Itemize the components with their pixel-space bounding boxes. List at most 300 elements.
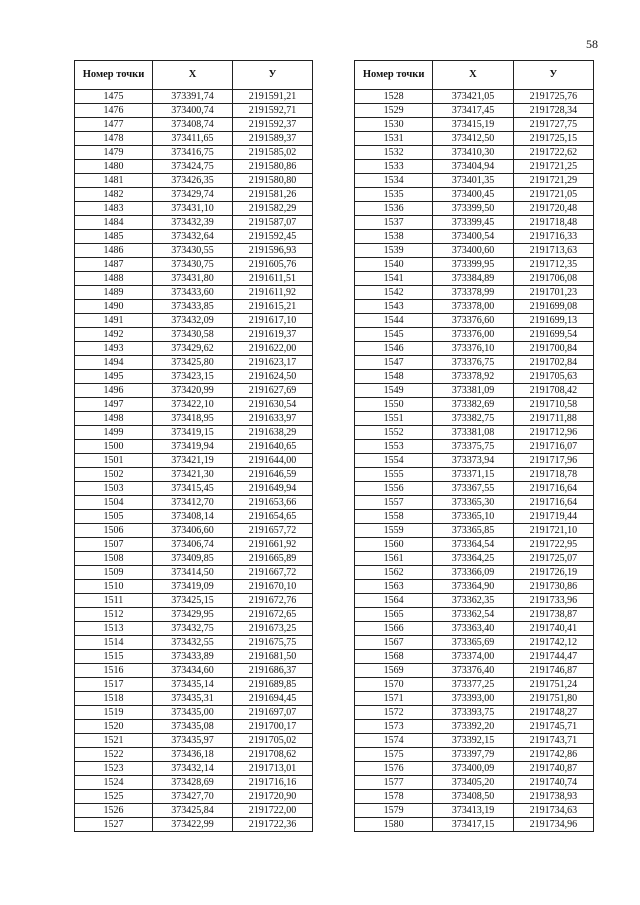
y-coordinate-cell: 2191633,97 bbox=[233, 412, 313, 426]
x-coordinate-cell: 373401,35 bbox=[433, 174, 513, 188]
table-row bbox=[355, 650, 594, 664]
point-number-cell: 1537 bbox=[355, 216, 433, 230]
y-coordinate-cell: 2191742,12 bbox=[513, 636, 593, 650]
table-row bbox=[75, 244, 313, 258]
y-coordinate-cell: 2191716,64 bbox=[513, 496, 593, 510]
table-row bbox=[75, 496, 313, 510]
y-coordinate-cell: 2191587,07 bbox=[233, 216, 313, 230]
table-row bbox=[355, 118, 594, 132]
point-number-cell: 1549 bbox=[355, 384, 433, 398]
x-coordinate-cell: 373419,94 bbox=[153, 440, 233, 454]
y-coordinate-cell: 2191686,37 bbox=[233, 664, 313, 678]
y-coordinate-cell: 2191681,50 bbox=[233, 650, 313, 664]
y-coordinate-cell: 2191718,48 bbox=[513, 216, 593, 230]
y-coordinate-cell: 2191716,33 bbox=[513, 230, 593, 244]
y-coordinate-cell: 2191670,10 bbox=[233, 580, 313, 594]
point-number-cell: 1509 bbox=[75, 566, 153, 580]
y-coordinate-cell: 2191725,07 bbox=[513, 552, 593, 566]
table-row bbox=[75, 692, 313, 706]
x-coordinate-cell: 373376,40 bbox=[433, 664, 513, 678]
table-row bbox=[355, 566, 594, 580]
point-number-cell: 1481 bbox=[75, 174, 153, 188]
x-coordinate-cell: 373406,74 bbox=[153, 538, 233, 552]
point-number-cell: 1565 bbox=[355, 608, 433, 622]
table-row bbox=[355, 356, 594, 370]
y-coordinate-cell: 2191657,72 bbox=[233, 524, 313, 538]
x-coordinate-cell: 373432,09 bbox=[153, 314, 233, 328]
point-number-cell: 1504 bbox=[75, 496, 153, 510]
point-number-cell: 1545 bbox=[355, 328, 433, 342]
coordinates-table-left bbox=[74, 60, 313, 832]
y-coordinate-cell: 2191701,23 bbox=[513, 286, 593, 300]
x-coordinate-cell: 373421,19 bbox=[153, 454, 233, 468]
table-row bbox=[75, 636, 313, 650]
y-coordinate-cell: 2191738,93 bbox=[513, 790, 593, 804]
y-coordinate-cell: 2191622,00 bbox=[233, 342, 313, 356]
point-number-cell: 1515 bbox=[75, 650, 153, 664]
point-number-cell: 1530 bbox=[355, 118, 433, 132]
table-row bbox=[355, 580, 594, 594]
header-point-number: Номер точки bbox=[355, 61, 433, 90]
point-number-cell: 1554 bbox=[355, 454, 433, 468]
point-number-cell: 1575 bbox=[355, 748, 433, 762]
table-row bbox=[355, 748, 594, 762]
point-number-cell: 1548 bbox=[355, 370, 433, 384]
y-coordinate-cell: 2191728,34 bbox=[513, 104, 593, 118]
y-coordinate-cell: 2191623,17 bbox=[233, 356, 313, 370]
header-point-number: Номер точки bbox=[75, 61, 153, 90]
point-number-cell: 1483 bbox=[75, 202, 153, 216]
y-coordinate-cell: 2191717,96 bbox=[513, 454, 593, 468]
table-row bbox=[75, 258, 313, 272]
header-y: У bbox=[513, 61, 593, 90]
point-number-cell: 1538 bbox=[355, 230, 433, 244]
x-coordinate-cell: 373384,89 bbox=[433, 272, 513, 286]
point-number-cell: 1489 bbox=[75, 286, 153, 300]
x-coordinate-cell: 373417,45 bbox=[433, 104, 513, 118]
point-number-cell: 1499 bbox=[75, 426, 153, 440]
point-number-cell: 1480 bbox=[75, 160, 153, 174]
y-coordinate-cell: 2191611,51 bbox=[233, 272, 313, 286]
y-coordinate-cell: 2191713,01 bbox=[233, 762, 313, 776]
y-coordinate-cell: 2191722,36 bbox=[233, 818, 313, 832]
y-coordinate-cell: 2191751,80 bbox=[513, 692, 593, 706]
y-coordinate-cell: 2191748,27 bbox=[513, 706, 593, 720]
table-row bbox=[75, 328, 313, 342]
point-number-cell: 1571 bbox=[355, 692, 433, 706]
point-number-cell: 1529 bbox=[355, 104, 433, 118]
point-number-cell: 1511 bbox=[75, 594, 153, 608]
point-number-cell: 1486 bbox=[75, 244, 153, 258]
point-number-cell: 1552 bbox=[355, 426, 433, 440]
y-coordinate-cell: 2191675,75 bbox=[233, 636, 313, 650]
point-number-cell: 1496 bbox=[75, 384, 153, 398]
table-row bbox=[355, 454, 594, 468]
table-row bbox=[355, 482, 594, 496]
x-coordinate-cell: 373409,85 bbox=[153, 552, 233, 566]
table-row bbox=[75, 804, 313, 818]
point-number-cell: 1505 bbox=[75, 510, 153, 524]
y-coordinate-cell: 2191705,63 bbox=[513, 370, 593, 384]
y-coordinate-cell: 2191746,87 bbox=[513, 664, 593, 678]
point-number-cell: 1491 bbox=[75, 314, 153, 328]
x-coordinate-cell: 373393,75 bbox=[433, 706, 513, 720]
table-row bbox=[75, 398, 313, 412]
x-coordinate-cell: 373432,64 bbox=[153, 230, 233, 244]
point-number-cell: 1543 bbox=[355, 300, 433, 314]
point-number-cell: 1531 bbox=[355, 132, 433, 146]
x-coordinate-cell: 373400,74 bbox=[153, 104, 233, 118]
x-coordinate-cell: 373365,30 bbox=[433, 496, 513, 510]
table-row bbox=[355, 216, 594, 230]
table-row bbox=[75, 776, 313, 790]
x-coordinate-cell: 373431,10 bbox=[153, 202, 233, 216]
x-coordinate-cell: 373400,54 bbox=[433, 230, 513, 244]
point-number-cell: 1566 bbox=[355, 622, 433, 636]
y-coordinate-cell: 2191720,48 bbox=[513, 202, 593, 216]
point-number-cell: 1484 bbox=[75, 216, 153, 230]
point-number-cell: 1479 bbox=[75, 146, 153, 160]
x-coordinate-cell: 373433,89 bbox=[153, 650, 233, 664]
table-row bbox=[75, 286, 313, 300]
point-number-cell: 1520 bbox=[75, 720, 153, 734]
x-coordinate-cell: 373433,85 bbox=[153, 300, 233, 314]
table-row bbox=[355, 300, 594, 314]
point-number-cell: 1477 bbox=[75, 118, 153, 132]
x-coordinate-cell: 373432,39 bbox=[153, 216, 233, 230]
y-coordinate-cell: 2191667,72 bbox=[233, 566, 313, 580]
table-row bbox=[355, 104, 594, 118]
point-number-cell: 1492 bbox=[75, 328, 153, 342]
table-row bbox=[355, 328, 594, 342]
x-coordinate-cell: 373432,55 bbox=[153, 636, 233, 650]
point-number-cell: 1550 bbox=[355, 398, 433, 412]
y-coordinate-cell: 2191740,87 bbox=[513, 762, 593, 776]
y-coordinate-cell: 2191627,69 bbox=[233, 384, 313, 398]
point-number-cell: 1542 bbox=[355, 286, 433, 300]
point-number-cell: 1514 bbox=[75, 636, 153, 650]
table-row bbox=[75, 594, 313, 608]
x-coordinate-cell: 373430,75 bbox=[153, 258, 233, 272]
y-coordinate-cell: 2191653,66 bbox=[233, 496, 313, 510]
point-number-cell: 1523 bbox=[75, 762, 153, 776]
y-coordinate-cell: 2191711,88 bbox=[513, 412, 593, 426]
point-number-cell: 1476 bbox=[75, 104, 153, 118]
point-number-cell: 1562 bbox=[355, 566, 433, 580]
y-coordinate-cell: 2191716,07 bbox=[513, 440, 593, 454]
x-coordinate-cell: 373429,62 bbox=[153, 342, 233, 356]
x-coordinate-cell: 373406,60 bbox=[153, 524, 233, 538]
point-number-cell: 1535 bbox=[355, 188, 433, 202]
y-coordinate-cell: 2191661,92 bbox=[233, 538, 313, 552]
point-number-cell: 1498 bbox=[75, 412, 153, 426]
table-row bbox=[75, 174, 313, 188]
table-row bbox=[75, 118, 313, 132]
x-coordinate-cell: 373431,80 bbox=[153, 272, 233, 286]
point-number-cell: 1527 bbox=[75, 818, 153, 832]
point-number-cell: 1570 bbox=[355, 678, 433, 692]
y-coordinate-cell: 2191596,93 bbox=[233, 244, 313, 258]
y-coordinate-cell: 2191585,02 bbox=[233, 146, 313, 160]
table-row bbox=[355, 202, 594, 216]
y-coordinate-cell: 2191617,10 bbox=[233, 314, 313, 328]
y-coordinate-cell: 2191672,76 bbox=[233, 594, 313, 608]
y-coordinate-cell: 2191702,84 bbox=[513, 356, 593, 370]
y-coordinate-cell: 2191726,19 bbox=[513, 566, 593, 580]
x-coordinate-cell: 373411,65 bbox=[153, 132, 233, 146]
point-number-cell: 1553 bbox=[355, 440, 433, 454]
table-row bbox=[75, 650, 313, 664]
table-row bbox=[355, 132, 594, 146]
point-number-cell: 1488 bbox=[75, 272, 153, 286]
y-coordinate-cell: 2191730,86 bbox=[513, 580, 593, 594]
y-coordinate-cell: 2191734,63 bbox=[513, 804, 593, 818]
x-coordinate-cell: 373391,74 bbox=[153, 90, 233, 104]
y-coordinate-cell: 2191589,37 bbox=[233, 132, 313, 146]
table-row bbox=[355, 538, 594, 552]
x-coordinate-cell: 373430,55 bbox=[153, 244, 233, 258]
x-coordinate-cell: 373422,10 bbox=[153, 398, 233, 412]
x-coordinate-cell: 373435,31 bbox=[153, 692, 233, 706]
point-number-cell: 1564 bbox=[355, 594, 433, 608]
x-coordinate-cell: 373381,08 bbox=[433, 426, 513, 440]
table-row bbox=[355, 286, 594, 300]
point-number-cell: 1541 bbox=[355, 272, 433, 286]
x-coordinate-cell: 373415,45 bbox=[153, 482, 233, 496]
x-coordinate-cell: 373415,19 bbox=[433, 118, 513, 132]
point-number-cell: 1559 bbox=[355, 524, 433, 538]
y-coordinate-cell: 2191713,63 bbox=[513, 244, 593, 258]
y-coordinate-cell: 2191700,17 bbox=[233, 720, 313, 734]
table-row bbox=[75, 720, 313, 734]
x-coordinate-cell: 373429,95 bbox=[153, 608, 233, 622]
table-row bbox=[355, 622, 594, 636]
table-row bbox=[75, 818, 313, 832]
table-row bbox=[75, 552, 313, 566]
y-coordinate-cell: 2191580,80 bbox=[233, 174, 313, 188]
x-coordinate-cell: 373436,18 bbox=[153, 748, 233, 762]
point-number-cell: 1540 bbox=[355, 258, 433, 272]
y-coordinate-cell: 2191605,76 bbox=[233, 258, 313, 272]
table-row bbox=[75, 216, 313, 230]
y-coordinate-cell: 2191734,96 bbox=[513, 818, 593, 832]
point-number-cell: 1569 bbox=[355, 664, 433, 678]
point-number-cell: 1478 bbox=[75, 132, 153, 146]
point-number-cell: 1573 bbox=[355, 720, 433, 734]
table-row bbox=[355, 496, 594, 510]
y-coordinate-cell: 2191722,95 bbox=[513, 538, 593, 552]
point-number-cell: 1563 bbox=[355, 580, 433, 594]
table-row bbox=[355, 146, 594, 160]
x-coordinate-cell: 373434,60 bbox=[153, 664, 233, 678]
x-coordinate-cell: 373364,25 bbox=[433, 552, 513, 566]
x-coordinate-cell: 373377,25 bbox=[433, 678, 513, 692]
x-coordinate-cell: 373414,50 bbox=[153, 566, 233, 580]
table-row bbox=[75, 790, 313, 804]
point-number-cell: 1494 bbox=[75, 356, 153, 370]
table-row bbox=[75, 202, 313, 216]
table-row bbox=[355, 468, 594, 482]
y-coordinate-cell: 2191720,90 bbox=[233, 790, 313, 804]
y-coordinate-cell: 2191624,50 bbox=[233, 370, 313, 384]
table-row bbox=[75, 314, 313, 328]
x-coordinate-cell: 373382,69 bbox=[433, 398, 513, 412]
y-coordinate-cell: 2191712,35 bbox=[513, 258, 593, 272]
point-number-cell: 1510 bbox=[75, 580, 153, 594]
point-number-cell: 1497 bbox=[75, 398, 153, 412]
x-coordinate-cell: 373376,60 bbox=[433, 314, 513, 328]
point-number-cell: 1558 bbox=[355, 510, 433, 524]
point-number-cell: 1574 bbox=[355, 734, 433, 748]
x-coordinate-cell: 373412,70 bbox=[153, 496, 233, 510]
x-coordinate-cell: 373433,60 bbox=[153, 286, 233, 300]
table-row bbox=[75, 160, 313, 174]
x-coordinate-cell: 373371,15 bbox=[433, 468, 513, 482]
table-row bbox=[75, 538, 313, 552]
point-number-cell: 1500 bbox=[75, 440, 153, 454]
header-x: X bbox=[433, 61, 513, 90]
point-number-cell: 1519 bbox=[75, 706, 153, 720]
y-coordinate-cell: 2191716,64 bbox=[513, 482, 593, 496]
x-coordinate-cell: 373428,69 bbox=[153, 776, 233, 790]
x-coordinate-cell: 373418,95 bbox=[153, 412, 233, 426]
table-row bbox=[355, 230, 594, 244]
x-coordinate-cell: 373421,30 bbox=[153, 468, 233, 482]
x-coordinate-cell: 373378,00 bbox=[433, 300, 513, 314]
x-coordinate-cell: 373435,97 bbox=[153, 734, 233, 748]
table-row bbox=[355, 272, 594, 286]
table-row bbox=[75, 272, 313, 286]
x-coordinate-cell: 373424,75 bbox=[153, 160, 233, 174]
table-row bbox=[355, 440, 594, 454]
point-number-cell: 1577 bbox=[355, 776, 433, 790]
point-number-cell: 1517 bbox=[75, 678, 153, 692]
x-coordinate-cell: 373420,99 bbox=[153, 384, 233, 398]
point-number-cell: 1506 bbox=[75, 524, 153, 538]
table-row bbox=[75, 706, 313, 720]
x-coordinate-cell: 373400,09 bbox=[433, 762, 513, 776]
y-coordinate-cell: 2191725,15 bbox=[513, 132, 593, 146]
y-coordinate-cell: 2191700,84 bbox=[513, 342, 593, 356]
y-coordinate-cell: 2191708,62 bbox=[233, 748, 313, 762]
x-coordinate-cell: 373410,30 bbox=[433, 146, 513, 160]
table-row bbox=[75, 104, 313, 118]
table-row bbox=[355, 678, 594, 692]
y-coordinate-cell: 2191727,75 bbox=[513, 118, 593, 132]
y-coordinate-cell: 2191672,65 bbox=[233, 608, 313, 622]
point-number-cell: 1578 bbox=[355, 790, 433, 804]
point-number-cell: 1539 bbox=[355, 244, 433, 258]
x-coordinate-cell: 373365,69 bbox=[433, 636, 513, 650]
x-coordinate-cell: 373435,00 bbox=[153, 706, 233, 720]
y-coordinate-cell: 2191654,65 bbox=[233, 510, 313, 524]
table-row bbox=[355, 510, 594, 524]
point-number-cell: 1567 bbox=[355, 636, 433, 650]
table-row bbox=[355, 244, 594, 258]
x-coordinate-cell: 373397,79 bbox=[433, 748, 513, 762]
y-coordinate-cell: 2191721,25 bbox=[513, 160, 593, 174]
x-coordinate-cell: 373430,58 bbox=[153, 328, 233, 342]
point-number-cell: 1576 bbox=[355, 762, 433, 776]
y-coordinate-cell: 2191646,59 bbox=[233, 468, 313, 482]
page-number: 58 bbox=[586, 37, 598, 51]
table-row bbox=[355, 90, 594, 104]
x-coordinate-cell: 373362,54 bbox=[433, 608, 513, 622]
table-row bbox=[355, 706, 594, 720]
point-number-cell: 1516 bbox=[75, 664, 153, 678]
table-row bbox=[355, 412, 594, 426]
y-coordinate-cell: 2191697,07 bbox=[233, 706, 313, 720]
y-coordinate-cell: 2191722,62 bbox=[513, 146, 593, 160]
x-coordinate-cell: 373435,08 bbox=[153, 720, 233, 734]
table-row bbox=[355, 818, 594, 832]
table-row bbox=[355, 174, 594, 188]
point-number-cell: 1532 bbox=[355, 146, 433, 160]
x-coordinate-cell: 373376,75 bbox=[433, 356, 513, 370]
x-coordinate-cell: 373405,20 bbox=[433, 776, 513, 790]
point-number-cell: 1579 bbox=[355, 804, 433, 818]
table-row bbox=[75, 482, 313, 496]
x-coordinate-cell: 373378,99 bbox=[433, 286, 513, 300]
point-number-cell: 1518 bbox=[75, 692, 153, 706]
y-coordinate-cell: 2191630,54 bbox=[233, 398, 313, 412]
table-row bbox=[355, 314, 594, 328]
x-coordinate-cell: 373425,84 bbox=[153, 804, 233, 818]
table-row bbox=[75, 356, 313, 370]
x-coordinate-cell: 373413,19 bbox=[433, 804, 513, 818]
y-coordinate-cell: 2191699,13 bbox=[513, 314, 593, 328]
point-number-cell: 1536 bbox=[355, 202, 433, 216]
table-row bbox=[355, 258, 594, 272]
table-row bbox=[355, 790, 594, 804]
table-row bbox=[355, 804, 594, 818]
y-coordinate-cell: 2191699,08 bbox=[513, 300, 593, 314]
table-row bbox=[355, 398, 594, 412]
x-coordinate-cell: 373423,15 bbox=[153, 370, 233, 384]
y-coordinate-cell: 2191733,96 bbox=[513, 594, 593, 608]
x-coordinate-cell: 373408,50 bbox=[433, 790, 513, 804]
table-row bbox=[355, 608, 594, 622]
table-row bbox=[355, 370, 594, 384]
table-row bbox=[75, 566, 313, 580]
x-coordinate-cell: 373392,20 bbox=[433, 720, 513, 734]
x-coordinate-cell: 373417,15 bbox=[433, 818, 513, 832]
y-coordinate-cell: 2191721,29 bbox=[513, 174, 593, 188]
x-coordinate-cell: 373376,10 bbox=[433, 342, 513, 356]
y-coordinate-cell: 2191740,74 bbox=[513, 776, 593, 790]
table-row bbox=[355, 342, 594, 356]
y-coordinate-cell: 2191706,08 bbox=[513, 272, 593, 286]
y-coordinate-cell: 2191718,78 bbox=[513, 468, 593, 482]
table-row bbox=[355, 720, 594, 734]
point-number-cell: 1525 bbox=[75, 790, 153, 804]
table-row bbox=[355, 552, 594, 566]
point-number-cell: 1546 bbox=[355, 342, 433, 356]
x-coordinate-cell: 373366,09 bbox=[433, 566, 513, 580]
table-row bbox=[75, 230, 313, 244]
y-coordinate-cell: 2191744,47 bbox=[513, 650, 593, 664]
point-number-cell: 1534 bbox=[355, 174, 433, 188]
table-row bbox=[75, 412, 313, 426]
point-number-cell: 1513 bbox=[75, 622, 153, 636]
x-coordinate-cell: 373365,85 bbox=[433, 524, 513, 538]
y-coordinate-cell: 2191582,29 bbox=[233, 202, 313, 216]
table-header-row bbox=[355, 61, 594, 90]
point-number-cell: 1493 bbox=[75, 342, 153, 356]
x-coordinate-cell: 373427,70 bbox=[153, 790, 233, 804]
x-coordinate-cell: 373399,95 bbox=[433, 258, 513, 272]
y-coordinate-cell: 2191722,00 bbox=[233, 804, 313, 818]
